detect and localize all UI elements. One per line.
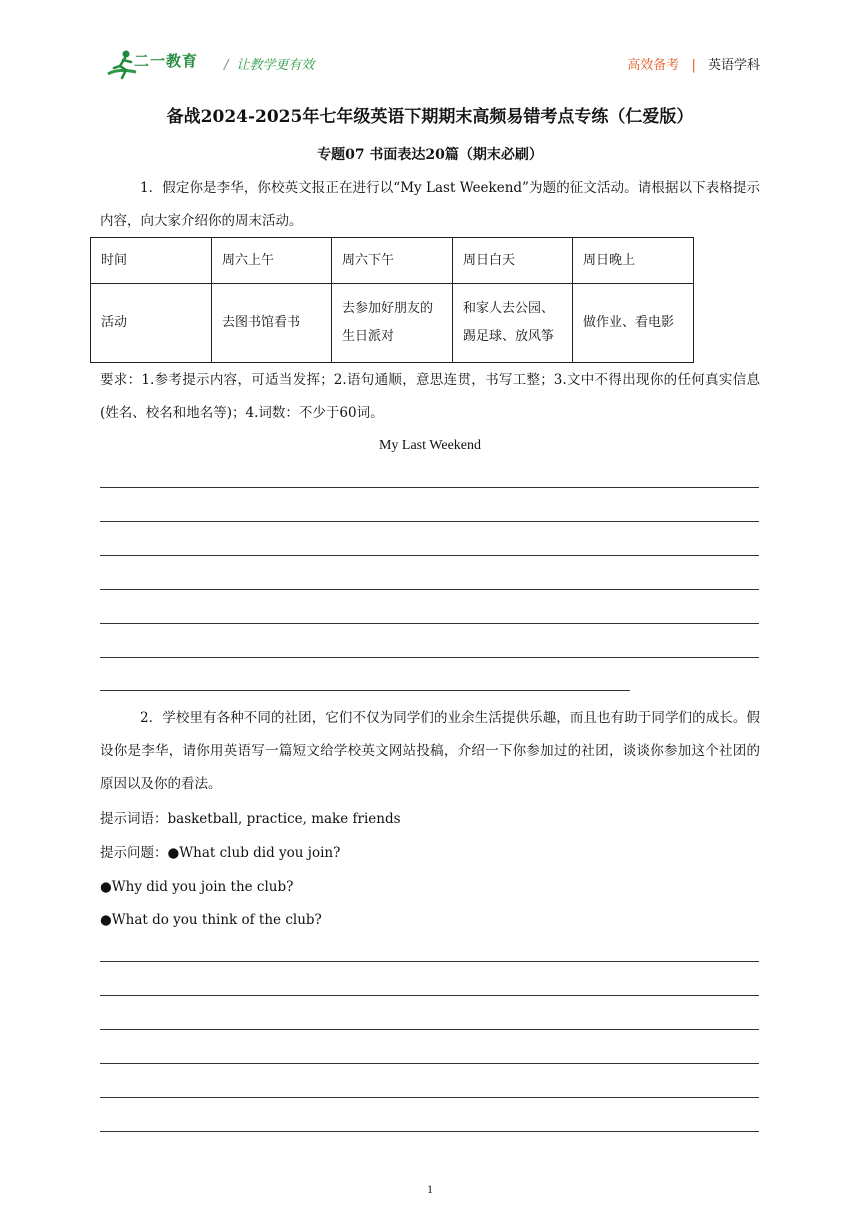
hint-words: 提示词语：basketball, practice, make friends: [100, 811, 401, 827]
table-cell: 时间: [91, 238, 212, 284]
table-cell: 做作业、看电影: [573, 284, 694, 363]
page-number: 1: [427, 1182, 433, 1196]
hint-question-3: ●What do you think of the club?: [100, 912, 322, 928]
writing-line[interactable]: [100, 690, 630, 691]
document-title: 备战2024-2025年七年级英语下期期末高频易错考点专练（仁爱版）: [166, 107, 694, 127]
question-2-prompt: 2．学校里有各种不同的社团，它们不仅为同学们的业余生活提供乐趣，而且也有助于同学们的成长。假设你是李华，请你用英语写一篇短文给学校英文网站投稿，介绍一下你参加过的社团，谈谈你参加这个社团的原因以及你的看法。: [100, 710, 760, 792]
table-cell: 和家人去公园、踢足球、放风筝: [453, 284, 573, 363]
slogan-text: 让教学更有效: [236, 58, 315, 73]
writing-line[interactable]: [100, 1063, 759, 1064]
writing-line[interactable]: [100, 1131, 759, 1132]
writing-line[interactable]: [100, 623, 759, 624]
slogan: / 让教学更有效: [224, 58, 315, 73]
hint-question-1: 提示问题：●What club did you join?: [100, 845, 341, 861]
hint-question-2: ●Why did you join the club?: [100, 879, 294, 895]
page-header: [100, 44, 760, 84]
table-cell: 周日晚上: [573, 238, 694, 284]
table-cell: 活动: [91, 284, 212, 363]
table-cell: 去图书馆看书: [212, 284, 332, 363]
writing-line[interactable]: [100, 995, 759, 996]
logo-text: 二一教育: [134, 52, 199, 70]
writing-line[interactable]: [100, 521, 759, 522]
activity-table: [90, 237, 694, 363]
header-subject: 英语学科: [707, 58, 760, 73]
table-header-row: [91, 238, 694, 284]
header-tag: 高效备考: [627, 58, 680, 73]
table-cell: 去参加好朋友的生日派对: [332, 284, 453, 363]
essay-title: My Last Weekend: [378, 438, 482, 453]
question-1-prompt: 1．假定你是李华，你校英文报正在进行以“My Last Weekend”为题的征文活动。请根据以下表格提示内容，向大家介绍你的周末活动。: [100, 180, 760, 229]
table-cell: 周六上午: [212, 238, 332, 284]
question-1-requirements: 要求：1.参考提示内容，可适当发挥；2.语句通顺，意思连贯，书写工整；3.文中不得出现你的任何真实信息(姓名、校名和地名等)；4.词数：不少于60词。: [100, 372, 760, 421]
header-right: [627, 54, 760, 73]
table-cell: 周日白天: [453, 238, 573, 284]
header-separator: |: [691, 58, 696, 73]
writing-line[interactable]: [100, 487, 759, 488]
table-cell: 周六下午: [332, 238, 453, 284]
writing-line[interactable]: [100, 657, 759, 658]
writing-line[interactable]: [100, 1097, 759, 1098]
writing-line[interactable]: [100, 589, 759, 590]
writing-line[interactable]: [100, 555, 759, 556]
document-subtitle: 专题07 书面表达20篇（期末必刷）: [317, 147, 543, 163]
table-row: [91, 284, 694, 363]
writing-line[interactable]: [100, 1029, 759, 1030]
writing-line[interactable]: [100, 961, 759, 962]
